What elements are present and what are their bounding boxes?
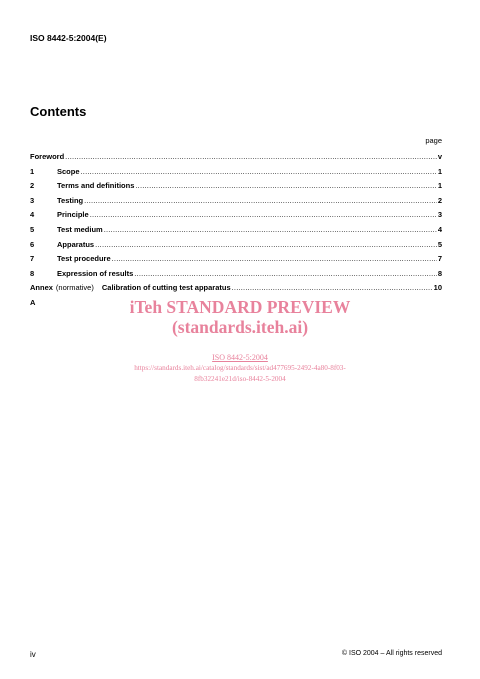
contents-title: Contents	[30, 104, 87, 119]
toc-entry-test-medium[interactable]	[30, 223, 442, 238]
toc-entry-expression-of-results[interactable]	[30, 267, 442, 282]
page-column-label: page	[425, 136, 442, 145]
toc-leader-dots	[135, 179, 436, 194]
toc-entry-title: Test medium	[57, 224, 103, 234]
watermark-standard-link[interactable]: ISO 8442-5:2004	[212, 353, 268, 362]
toc-leader-dots	[81, 165, 437, 180]
watermark-url-line-1[interactable]: https://standards.iteh.ai/catalog/standards/sist/ad477695-2492-4a80-8f03-	[134, 364, 346, 372]
toc-entry-page: 5	[437, 239, 442, 249]
watermark-url-line-2[interactable]: 8fb32241e21d/iso-8442-5-2004	[194, 375, 286, 383]
toc-leader-dots	[84, 194, 437, 209]
toc-entry-scope[interactable]	[30, 165, 442, 180]
watermark-subtitle: (standards.iteh.ai)	[171, 317, 309, 337]
toc-annex-label: Annex A	[30, 283, 53, 307]
toc-entry-page: 7	[437, 254, 442, 264]
toc-entry-number: 8	[30, 268, 35, 278]
toc-entry-page: 3	[437, 210, 442, 220]
toc-entry-testing[interactable]	[30, 194, 442, 209]
toc-entry-title: Terms and definitions	[57, 181, 135, 191]
toc-annex-note: (normative)	[55, 283, 94, 293]
toc-entry-page: v	[437, 152, 442, 161]
toc-leader-dots	[90, 208, 437, 223]
toc-entry-page: 4	[437, 224, 442, 234]
toc-leader-dots	[112, 252, 437, 267]
toc-entry-page: 10	[433, 283, 442, 293]
toc-entry-title: Apparatus	[57, 239, 95, 249]
toc-leader-dots	[95, 238, 437, 253]
toc-leader-dots	[65, 150, 437, 165]
toc-entry-title: Test procedure	[57, 254, 111, 264]
toc-entry-principle[interactable]	[30, 208, 442, 223]
watermark-title: iTeh STANDARD PREVIEW	[129, 297, 351, 317]
toc-entry-number: 5	[30, 224, 35, 234]
toc-entry-number: 2	[30, 181, 35, 191]
toc-entry-title: Testing	[57, 195, 84, 205]
toc-entry-foreword[interactable]	[30, 150, 442, 165]
toc-entry-number: 1	[30, 166, 35, 176]
toc-entry-page: 2	[437, 195, 442, 205]
toc-leader-dots	[134, 267, 437, 282]
footer-copyright: © ISO 2004 – All rights reserved	[341, 650, 442, 657]
footer-page-number: iv	[30, 650, 36, 659]
toc-entry-title: Scope	[57, 166, 80, 176]
toc-entry-number: 6	[30, 239, 35, 249]
toc-entry-title: Expression of results	[57, 268, 134, 278]
toc-entry-page: 1	[437, 166, 442, 176]
toc-entry-number: 3	[30, 195, 35, 205]
toc-entry-terms[interactable]	[30, 179, 442, 194]
toc-entry-apparatus[interactable]	[30, 238, 442, 253]
toc-leader-dots	[232, 281, 433, 296]
toc-entry-page: 1	[437, 181, 442, 191]
toc-entry-title: Calibration of cutting test apparatus	[101, 283, 231, 293]
toc-entry-test-procedure[interactable]	[30, 252, 442, 267]
toc-entry-number: 4	[30, 210, 35, 220]
document-id: ISO 8442-5:2004(E)	[30, 33, 107, 43]
toc-leader-dots	[104, 223, 437, 238]
toc-entry-number: 7	[30, 254, 35, 264]
toc-entry-title: Principle	[57, 210, 89, 220]
toc-entry-title: Foreword	[30, 152, 65, 161]
toc-entry-page: 8	[437, 268, 442, 278]
